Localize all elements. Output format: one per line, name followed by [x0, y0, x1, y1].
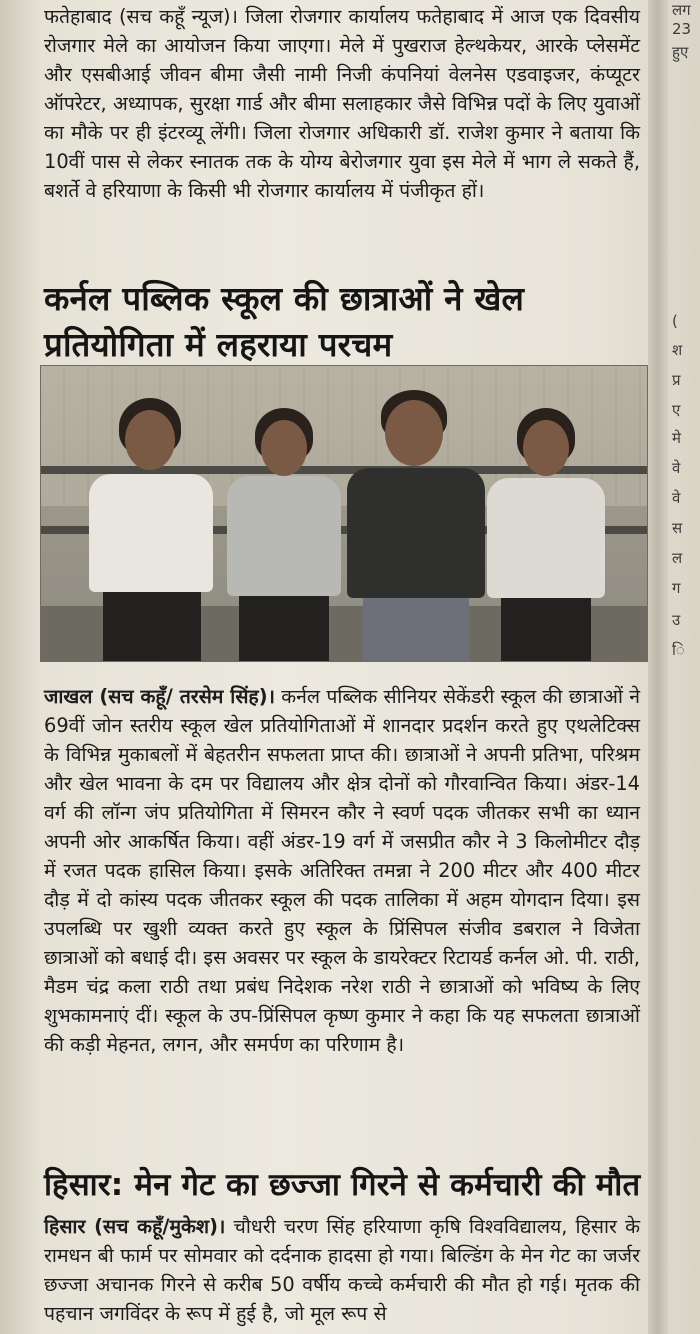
fragment: 23 [672, 20, 692, 38]
article-bottom-dateline: हिसार (सच कहूँ/मुकेश)। [44, 1215, 226, 1238]
article-bottom-text: चौधरी चरण सिंह हरियाणा कृषि विश्वविद्यालय, हिसार के रामधन बी फार्म पर सोमवार को दर्दनाक हादसा हो गया। बिल्डिंग के मेन गेट का जर्जर छज्जा अचानक गिरने से करीब 50 वर्षीय कच्चे कर्मचारी की मौत हो गई। मृतक की पहचान जगविंदर के रूप में हुई है, जो मूल रूप से [44, 1215, 640, 1325]
fragment: प्र [672, 371, 681, 389]
article-bottom-headline: हिसार: मेन गेट का छज्जा गिरने से कर्मचारी की मौत [44, 1167, 641, 1203]
fragment: ( [672, 312, 678, 330]
fragment: ग [672, 579, 681, 597]
fragment: ए [672, 401, 681, 419]
fragment: लग [672, 1, 691, 19]
photo-person-4 [481, 408, 611, 661]
fragment: वे [672, 459, 681, 477]
fragment: हुए [672, 43, 689, 61]
article-top-body: फतेहाबाद (सच कहूँ न्यूज)। जिला रोजगार कार्यालय फतेहाबाद में आज एक दिवसीय रोजगार मेले का आयोजन किया जाएगा। मेले में पुखराज हेल्थकेयर, आरके प्लेसमेंट और एसबीआई जीवन बीमा जैसी नामी निजी कंपनियां वेलनेस एडवाइजर, कंप्यूटर ऑपरेटर, अध्यापक, सुरक्षा गार्ड और बीमा सलाहकार जैसे विभिन्न पदों के लिए युवाओं का मौके पर ही इंटरव्यू लेंगी। जिला रोजगार अधिकारी डॉ. राजेश कुमार ने बताया कि 10वीं पास से लेकर स्नातक तक के योग्य बेरोजगार युवा इस मेले में भाग ले सकते हैं, बशर्ते वे हरियाणा के किसी भी रोजगार कार्यालय में पंजीकृत हों। [44, 5, 640, 202]
article-bottom-body [30, 1212, 648, 1328]
fragment: स [672, 519, 683, 537]
fragment: मे [672, 429, 681, 447]
page-fold-shadow [648, 0, 668, 1334]
fragment: ल [672, 549, 683, 567]
article-main-dateline: जाखल (सच कहूँ/ तरसेम सिंह)। [44, 685, 275, 708]
fragment: श [672, 341, 683, 359]
article-main-text: कर्नल पब्लिक सीनियर सेकेंडरी स्कूल की छात्राओं ने 69वीं जोन स्तरीय स्कूल खेल प्रतियोगिताओं में शानदार प्रदर्शन करते हुए एथलेटिक्स के विभिन्न मुकाबलों में बेहतरीन सफलता प्राप्त की। छात्राओं ने अपनी प्रतिभा, परिश्रम और खेल भावना के दम पर विद्यालय और क्षेत्र दोनों को गौरवान्वित किया। अंडर-14 वर्ग की लॉन्ग जंप प्रतियोगिता में सिमरन कौर ने स्वर्ण पदक जीतकर सभी का ध्यान अपनी ओर आकर्षित किया। वहीं अंडर-19 वर्ग में जसप्रीत कौर ने 3 किलोमीटर दौड़ में रजत पदक हासिल किया। इसके अतिरिक्त तमन्ना ने 200 मीटर और 400 मीटर दौड़ में दो कांस्य पदक जीतकर स्कूल की पदक तालिका में अहम योगदान दिया। इस उपलब्धि पर खुशी व्यक्त करते हुए स्कूल के प्रिंसिपल संजीव डबराल ने विजेता छात्राओं को बधाई दी। इस अवसर पर स्कूल के डायरेक्टर रिटायर्ड कर्नल ओ. पी. राठी, मैडम चंद्र कला राठी तथा प्रबंध निदेशक नरेश राठी ने छात्राओं को भविष्य के लिए शुभकामनाएं दीं। स्कूल के उप-प्रिंसिपल कृष्ण कुमार ने कहा कि यह सफलता छात्राओं की कड़ी मेहनत, लगन, और समर्पण का परिणाम है। [44, 685, 640, 1056]
adjacent-column-fragments [668, 0, 700, 1334]
article-main-headline: कर्नल पब्लिक स्कूल की छात्राओं ने खेल प्रतियोगिता में लहराया परचम [44, 279, 525, 364]
fragment: ि [672, 641, 685, 659]
article-main-body [30, 682, 648, 1059]
photo-person-2 [219, 406, 349, 661]
fragment: वे [672, 489, 681, 507]
fragment: उ [672, 611, 681, 629]
news-column [30, 0, 642, 1334]
photo-person-1 [81, 396, 221, 661]
photo-person-3 [341, 388, 491, 661]
news-photo [40, 365, 648, 662]
